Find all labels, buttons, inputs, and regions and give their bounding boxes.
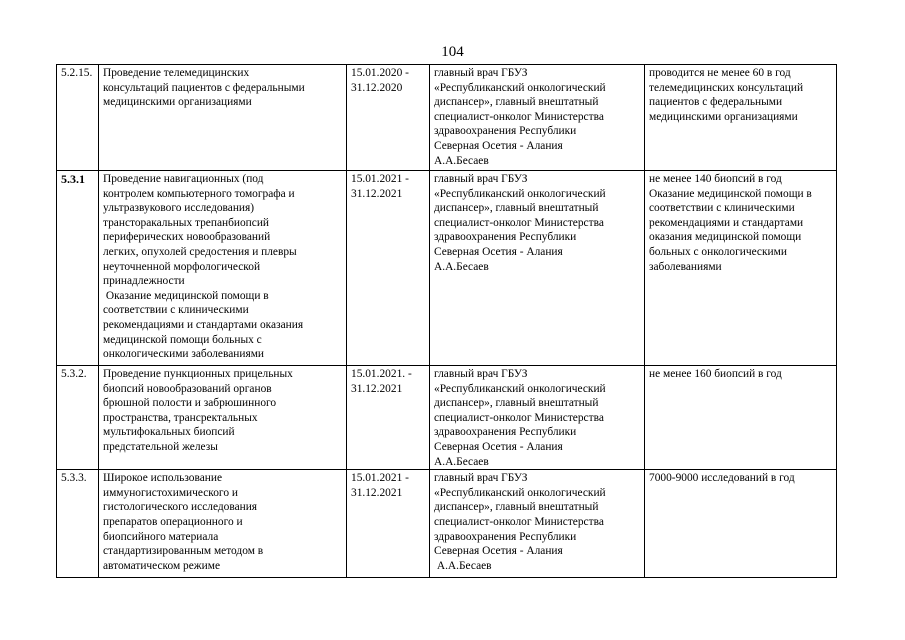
responsible-cell-line: главный врач ГБУЗ: [434, 67, 528, 79]
responsible-cell-line: диспансер», главный внештатный: [434, 202, 599, 215]
result-cell: [645, 366, 837, 470]
responsible-cell-line: А.А.Бесаев: [434, 559, 492, 572]
item-number: 5.3.2.: [57, 366, 99, 470]
table-row: [57, 65, 837, 171]
responsible-cell-line: «Республиканский онкологический: [434, 486, 606, 499]
result-cell-line: медицинскими организациями: [649, 110, 798, 123]
responsible-cell-line: здравоохранения Республики: [434, 530, 577, 543]
period-cell: [347, 470, 430, 578]
result-cell-line: заболеваниями: [649, 260, 722, 273]
activity-cell: [99, 171, 347, 366]
item-number: 5.3.3.: [57, 470, 99, 578]
table-row: [57, 470, 837, 578]
activity-cell-line: иммуногистохимического и: [103, 486, 238, 499]
responsible-cell: [430, 366, 645, 470]
result-cell-line: проводится не менее 60 в год: [649, 67, 791, 79]
result-cell: [645, 65, 837, 171]
table-row: [57, 366, 837, 470]
responsible-cell-line: Северная Осетия - Алания: [434, 545, 563, 558]
activity-cell-line: мультифокальных биопсий: [103, 426, 235, 439]
result-cell-line: оказания медицинской помощи: [649, 231, 802, 244]
activity-cell-line: гистологического исследования: [103, 501, 258, 514]
activity-cell: [99, 470, 347, 578]
activity-cell: [99, 65, 347, 171]
activity-cell: [99, 366, 347, 470]
responsible-cell-line: «Республиканский онкологический: [434, 382, 606, 395]
responsible-cell-line: Северная Осетия - Алания: [434, 245, 563, 258]
responsible-cell-line: Северная Осетия - Алания: [434, 139, 563, 152]
responsible-cell-line: главный врач ГБУЗ: [434, 173, 528, 185]
activity-cell-line: Проведение навигационных (под: [103, 173, 264, 185]
activity-cell-line: медицинской помощи больных с: [103, 333, 262, 346]
item-number: 5.3.1: [57, 171, 99, 366]
period-cell-line: 31.12.2020: [351, 81, 403, 94]
result-cell-line: Оказание медицинской помощи в: [649, 187, 812, 200]
activity-cell-line: неуточненной морфологической: [103, 260, 261, 273]
activity-cell-line: ультразвукового исследования): [103, 202, 255, 215]
activity-cell-line: консультаций пациентов с федеральными: [103, 81, 305, 94]
period-cell-line: 31.12.2021: [351, 187, 403, 200]
period-cell-line: 15.01.2021 -: [351, 472, 409, 485]
activity-cell-line: автоматическом режиме: [103, 559, 221, 572]
responsible-cell: [430, 65, 645, 171]
activities-table-body: [57, 65, 837, 578]
responsible-cell-line: здравоохранения Республики: [434, 125, 577, 138]
activities-table: [56, 64, 837, 578]
activity-cell-line: биопсийного материала: [103, 530, 219, 543]
result-cell: [645, 470, 837, 578]
result-cell-line: рекомендациями и стандартами: [649, 216, 804, 229]
responsible-cell-line: Северная Осетия - Алания: [434, 440, 563, 453]
page-number: 104: [441, 44, 464, 60]
table-row: [57, 171, 837, 366]
activity-cell-line: Проведение телемедицинских: [103, 67, 250, 79]
responsible-cell-line: «Республиканский онкологический: [434, 187, 606, 200]
activity-cell-line: принадлежности: [103, 275, 185, 288]
result-cell-line: 7000-9000 исследований в год: [649, 472, 795, 485]
period-cell: [347, 171, 430, 366]
responsible-cell-line: специалист-онколог Министерства: [434, 110, 604, 123]
result-cell-line: больных с онкологическими: [649, 245, 787, 258]
responsible-cell-line: здравоохранения Республики: [434, 426, 577, 439]
period-cell-line: 31.12.2021: [351, 486, 403, 499]
result-cell-line: не менее 140 биопсий в год: [649, 173, 782, 185]
responsible-cell-line: «Республиканский онкологический: [434, 81, 606, 94]
responsible-cell-line: главный врач ГБУЗ: [434, 368, 528, 380]
activity-cell-line: периферических новообразований: [103, 231, 271, 244]
responsible-cell-line: специалист-онколог Министерства: [434, 411, 604, 424]
activity-cell-line: медицинскими организациями: [103, 96, 252, 109]
item-number: 5.2.15.: [57, 65, 99, 171]
activity-cell-line: препаратов операционного и: [103, 515, 243, 528]
responsible-cell-line: специалист-онколог Министерства: [434, 216, 604, 229]
responsible-cell-line: А.А.Бесаев: [434, 154, 489, 167]
responsible-cell-line: главный врач ГБУЗ: [434, 472, 528, 485]
period-cell: [347, 366, 430, 470]
activity-cell-line: рекомендациями и стандартами оказания: [103, 318, 304, 331]
period-cell-line: 31.12.2021: [351, 382, 403, 395]
responsible-cell-line: здравоохранения Республики: [434, 231, 577, 244]
activity-cell-line: соответствии с клиническими: [103, 304, 249, 317]
responsible-cell-line: А.А.Бесаев: [434, 455, 489, 468]
responsible-cell-line: А.А.Бесаев: [434, 260, 489, 273]
activity-cell-line: пространства, трансректальных: [103, 411, 258, 424]
responsible-cell-line: диспансер», главный внештатный: [434, 397, 599, 410]
activity-cell-line: Проведение пункционных прицельных: [103, 368, 293, 380]
responsible-cell: [430, 470, 645, 578]
activity-cell-line: Широкое использование: [103, 472, 223, 485]
result-cell-line: соответствии с клиническими: [649, 202, 795, 215]
period-cell-line: 15.01.2021 -: [351, 173, 409, 185]
period-cell-line: 15.01.2021. -: [351, 368, 412, 380]
responsible-cell-line: диспансер», главный внештатный: [434, 501, 599, 514]
activity-cell-line: легких, опухолей средостения и плевры: [103, 245, 297, 258]
result-cell-line: не менее 160 биопсий в год: [649, 368, 782, 380]
activity-cell-line: контролем компьютерного томографа и: [103, 187, 295, 200]
result-cell: [645, 171, 837, 366]
activity-cell-line: трансторакальных трепанбиопсий: [103, 216, 270, 229]
activity-cell-line: Оказание медицинской помощи в: [103, 289, 269, 302]
activity-cell-line: стандартизированным методом в: [103, 545, 264, 558]
responsible-cell: [430, 171, 645, 366]
period-cell: [347, 65, 430, 171]
responsible-cell-line: диспансер», главный внештатный: [434, 96, 599, 109]
activity-cell-line: предстательной железы: [103, 440, 218, 453]
result-cell-line: телемедицинских консультаций: [649, 81, 804, 94]
period-cell-line: 15.01.2020 -: [351, 67, 409, 79]
activity-cell-line: биопсий новообразований органов: [103, 382, 272, 395]
activity-cell-line: онкологическими заболеваниями: [103, 348, 264, 361]
activity-cell-line: брюшной полости и забрюшинного: [103, 397, 277, 410]
responsible-cell-line: специалист-онколог Министерства: [434, 515, 604, 528]
result-cell-line: пациентов с федеральными: [649, 96, 783, 109]
